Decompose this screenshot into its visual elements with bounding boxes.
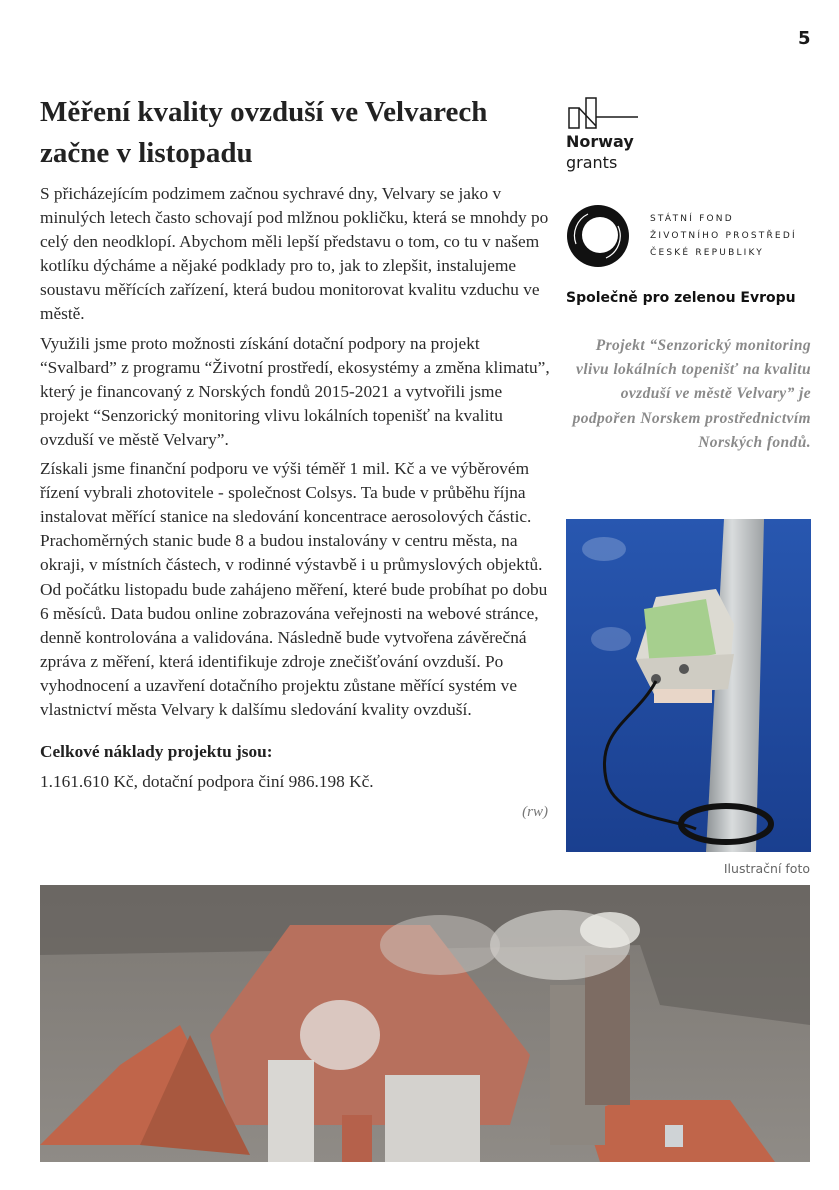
costs-value: 1.161.610 Kč, dotační podpora činí 986.198 Kč. [40,772,374,792]
article-title: Měření kvality ovzduší ve Velvarech začne v listopadu [40,96,488,169]
norway-grants-logo [566,96,811,174]
sfzp-ring-icon [566,204,630,268]
fund-name-line: ČESKÉ REPUBLIKY [650,247,765,258]
support-note: Projekt “Senzorický monitoring vlivu lokálních topenišť na kvalitu ovzduší ve městě Velvary” je podpořen Norskem prostřednictvím Norských fondů. [572,337,811,451]
article-paragraph: Získali jsme finanční podporu ve výši téměř 1 mil. Kč a ve výběrovém řízení vybrali zhotovitele - společnost Colsys. Ta bude v průběhu října instalovat měřící stanice na sledování koncentrace aerosolových částic. Prachoměrných stanic bude 8 a budou instalovány v centru města, na okraji, v místních částech, v rodinné výstavbě i u průmyslových objektů. Od počátku listopadu bude zahájeno měření, které bude probíhat po dobu 6 měsíců. Data budou online zobrazována veřejnosti na webové stránce, denně kontrolována a validována. Následně bude vytvořena závěrečná zpráva z měření, která identifikuje zdroje znečišťování ovzduší. Po vyhodnocení a uzavření dotačního projektu zůstane měřící systém ve vlastnictví města Velvary k dalšímu sledování kvality ovzduší. [40,459,548,719]
rooftops-photo-illustration [40,885,810,1162]
sensor-photo [566,519,811,852]
article-paragraph: S přicházejícím podzimem začnou sychravé dny, Velvary se jako v minulých letech často schovají pod mlžnou pokličku, která se mnohdy po celý den neodklopí. Abychom měli lepší představu o tom, co tu v našem kotlíku dýcháme a nějaké podklady pro to, jak to zlepšit, instalujeme soustavu měřících zařízení, která budou monitorovat kvalitu vzduchu ve městě. [40,184,549,324]
sensor-photo-illustration [566,519,811,852]
grants-logo-text: grants [566,153,618,172]
page-number: 5 [798,28,811,49]
slogan: Společně pro zelenou Evropu [566,290,796,306]
fund-name-line: ŽIVOTNÍHO PROSTŘEDÍ [650,230,797,241]
norway-flag-mark-icon [566,96,638,130]
norway-logo-text: Norway [566,132,634,151]
costs-label: Celkové náklady projektu jsou: [40,742,273,762]
author-initials: (rw) [522,804,548,821]
sfzp-logo [566,204,811,268]
photo-caption: Ilustrační foto [723,861,810,876]
sidebar [566,96,811,455]
rooftops-smoke-photo [40,885,810,1162]
article-paragraph: Využili jsme proto možnosti získání dotační podpory na projekt “Svalbard” z programu “Životní prostředí, ekosystémy a změna klimatu”, který je financovaný z Norských fondů 2015-2021 a vytvořili jsme projekt “Senzorický monitoring vlivu lokálních topenišť na kvalitu ovzduší ve městě Velvary”. [40,333,550,449]
fund-name-line: STÁTNÍ FOND [650,213,734,224]
article [40,92,552,821]
